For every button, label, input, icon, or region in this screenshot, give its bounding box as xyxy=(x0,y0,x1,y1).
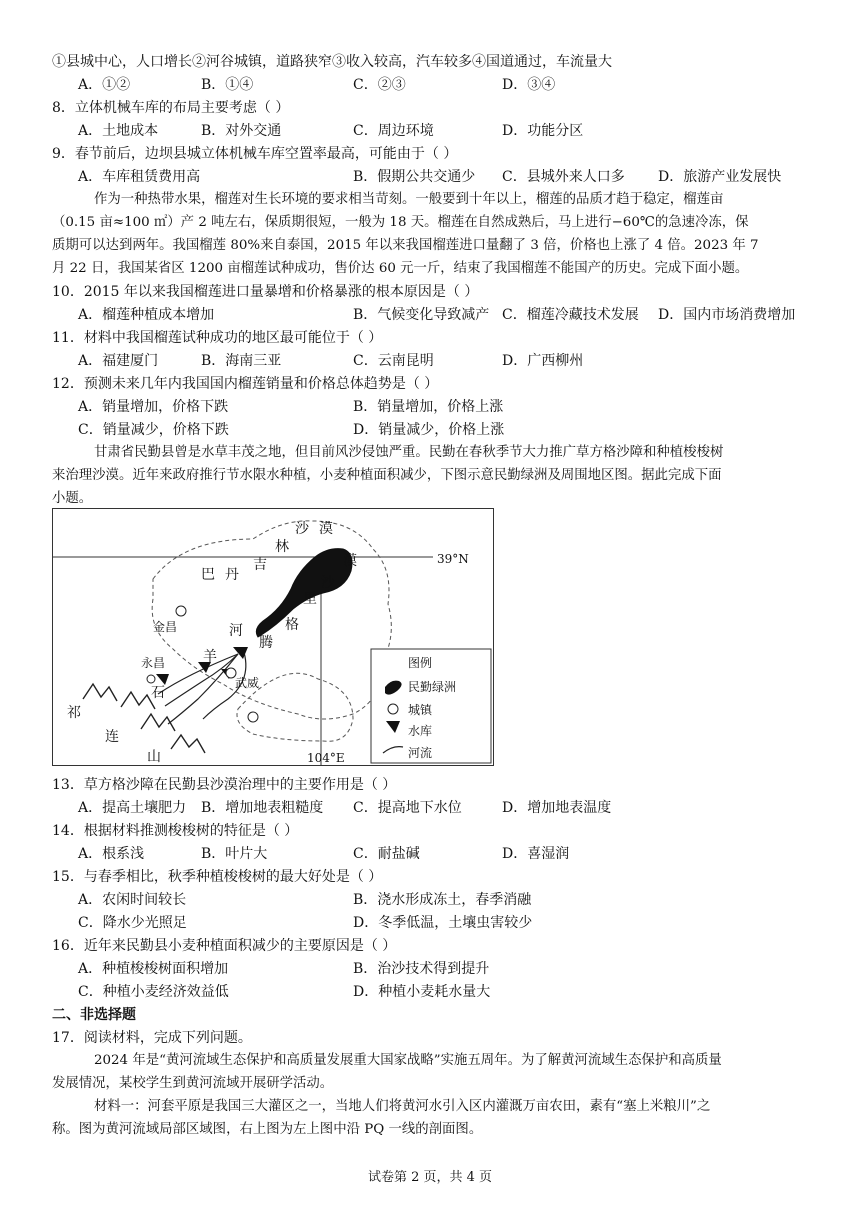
q12-option-d[interactable]: D．销量减少，价格上涨 xyxy=(353,422,505,438)
map-label: 沙 xyxy=(295,521,309,537)
q8-option-b[interactable]: B．对外交通 xyxy=(201,123,282,139)
q10-stem: 10．2015 年以来我国榴莲进口量暴增和价格暴涨的根本原因是（ ） xyxy=(52,284,479,300)
map-label: 羊 xyxy=(203,649,217,665)
q14-option-d[interactable]: D．喜湿润 xyxy=(502,846,570,862)
qilian-mountains xyxy=(171,735,205,753)
qilian-mountains xyxy=(83,684,117,701)
q8-stem: 8．立体机械车库的布局主要考虑（ ） xyxy=(52,100,290,116)
q15-stem: 15．与春季相比，秋季种植梭梭树的最大好处是（ ） xyxy=(52,869,383,885)
q7-option-d[interactable]: D．③④ xyxy=(502,77,556,93)
q8-option-c[interactable]: C．周边环境 xyxy=(353,123,434,139)
q11-option-d[interactable]: D．广西柳州 xyxy=(502,353,584,369)
q12-stem: 12．预测未来几年内我国国内榴莲销量和价格总体趋势是（ ） xyxy=(52,376,439,392)
q10-option-d[interactable]: D．国内市场消费增加 xyxy=(658,307,796,323)
latitude-label: 39°N xyxy=(437,552,469,566)
q9-option-b[interactable]: B．假期公共交通少 xyxy=(353,169,476,185)
map-label: 丹 xyxy=(225,567,239,583)
map-label-jinchang: 金昌 xyxy=(153,620,178,634)
durian-material-line-4: 月 22 日，我国某省区 1200 亩榴莲试种成功，售价达 60 元一斤，结束了我国榴莲不能国产的历史。完成下面小题。 xyxy=(52,261,749,276)
map-label: 巴 xyxy=(201,567,215,583)
map-label: 河 xyxy=(229,623,243,639)
q10-option-c[interactable]: C．榴莲冷藏技术发展 xyxy=(502,307,639,323)
q12-option-c[interactable]: C．销量减少，价格下跌 xyxy=(78,422,229,438)
q12-option-a[interactable]: A．销量增加，价格下跌 xyxy=(78,399,229,415)
q15-option-b[interactable]: B．浇水形成冻土，春季消融 xyxy=(353,892,532,908)
minqin-material-line-3: 小题。 xyxy=(52,491,93,506)
legend-title: 图例 xyxy=(408,656,433,670)
q9-option-d[interactable]: D．旅游产业发展快 xyxy=(658,169,782,185)
q14-option-c[interactable]: C．耐盐碱 xyxy=(353,846,420,862)
q16-option-c[interactable]: C．种植小麦经济效益低 xyxy=(78,984,229,1000)
longitude-label: 104°E xyxy=(307,751,345,765)
legend-town-label: 城镇 xyxy=(408,703,433,717)
q8-option-d[interactable]: D．功能分区 xyxy=(502,123,584,139)
town xyxy=(248,712,258,722)
q11-option-b[interactable]: B．海南三亚 xyxy=(201,353,282,369)
legend-river-label: 河流 xyxy=(408,746,433,760)
q7-option-b[interactable]: B．①④ xyxy=(201,77,254,93)
qilian-mountains xyxy=(141,714,175,731)
qilian-mountains xyxy=(121,692,155,709)
q11-option-c[interactable]: C．云南昆明 xyxy=(353,353,434,369)
q17-paragraph-1a: 2024 年是“黄河流域生态保护和高质量发展重大国家战略”实施五周年。为了解黄河流域生态保护和高质量 xyxy=(94,1053,722,1068)
q16-option-d[interactable]: D．种植小麦耗水量大 xyxy=(353,984,491,1000)
q11-option-a[interactable]: A．福建厦门 xyxy=(78,353,159,369)
q15-option-d[interactable]: D．冬季低温，土壤虫害较少 xyxy=(353,915,533,931)
map-label: 连 xyxy=(105,729,119,745)
legend-reservoir-label: 水库 xyxy=(408,724,433,738)
q14-stem: 14．根据材料推测梭梭树的特征是（ ） xyxy=(52,823,299,839)
map-label: 祁 xyxy=(67,705,81,721)
q8-option-a[interactable]: A．土地成本 xyxy=(78,123,159,139)
map-label: 里 xyxy=(303,591,317,607)
q17-paragraph-2a: 材料一：河套平原是我国三大灌区之一，当地人们将黄河水引入区内灌溉万亩农田，素有“塞上米粮川”之 xyxy=(94,1099,711,1114)
q7-items: ①县城中心，人口增长②河谷城镇，道路狭窄③收入较高，汽车较多④国道通过，车流量大 xyxy=(52,54,612,70)
map-label: 林 xyxy=(275,539,289,555)
q17-stem: 17．阅读材料，完成下列问题。 xyxy=(52,1030,252,1046)
q14-option-a[interactable]: A．根系浅 xyxy=(78,846,145,862)
map-label: 石 xyxy=(151,685,165,701)
durian-material-line-1: 作为一种热带水果，榴莲对生长环境的要求相当苛刻。一般要到十年以上，榴莲的品质才趋于稳定，榴莲亩 xyxy=(94,192,724,207)
map-label-wuwei: 武威 xyxy=(235,676,260,690)
q13-stem: 13．草方格沙障在民勤县沙漠治理中的主要作用是（ ） xyxy=(52,777,397,793)
q10-option-a[interactable]: A．榴莲种植成本增加 xyxy=(78,307,215,323)
minqin-material-line-1: 甘肃省民勤县曾是水草丰茂之地，但目前风沙侵蚀严重。民勤在春秋季节大力推广草方格沙障和种植梭梭树 xyxy=(94,445,724,460)
q9-option-a[interactable]: A．车库租赁费用高 xyxy=(78,169,201,185)
map-label-yongchang: 永昌 xyxy=(141,656,166,670)
map-label: 漠 xyxy=(343,553,357,569)
q16-option-b[interactable]: B．治沙技术得到提升 xyxy=(353,961,490,977)
q17-paragraph-2b: 称。图为黄河流域局部区域图，右上图为左上图中沿 PQ 一线的剖面图。 xyxy=(52,1122,483,1137)
q7-option-c[interactable]: C．②③ xyxy=(353,77,406,93)
q7-option-a[interactable]: A．①② xyxy=(78,77,131,93)
q16-option-a[interactable]: A．种植梭梭树面积增加 xyxy=(78,961,229,977)
q15-option-c[interactable]: C．降水少光照足 xyxy=(78,915,187,931)
q17-paragraph-1b: 发展情况，某校学生到黄河流域开展研学活动。 xyxy=(52,1076,334,1091)
q9-option-c[interactable]: C．县城外来人口多 xyxy=(502,169,625,185)
q9-stem: 9．春节前后，边坝县城立体机械车库空置率最高，可能由于（ ） xyxy=(52,146,458,162)
q13-option-c[interactable]: C．提高地下水位 xyxy=(353,800,462,816)
q13-option-d[interactable]: D．增加地表温度 xyxy=(502,800,612,816)
map-label: 漠 xyxy=(319,521,333,537)
map-label: 山 xyxy=(147,749,161,765)
map-label: 腾 xyxy=(259,635,273,651)
q16-stem: 16．近年来民勤县小麦种植面积减少的主要原因是（ ） xyxy=(52,938,397,954)
durian-material-line-2: （0.15 亩≈100 ㎡）产 2 吨左右，保质期很短，一般为 18 天。榴莲在自然成熟后，马上进行−60℃的急速冷冻，保 xyxy=(52,215,749,230)
map-label: 格 xyxy=(285,617,299,633)
q13-option-b[interactable]: B．增加地表粗糙度 xyxy=(201,800,324,816)
page-footer: 试卷第 2 页，共 4 页 xyxy=(367,1170,493,1185)
legend-town-symbol xyxy=(388,704,398,714)
q14-option-b[interactable]: B．叶片大 xyxy=(201,846,268,862)
town-yongchang xyxy=(147,675,155,683)
legend-oasis-label: 民勤绿洲 xyxy=(408,680,457,694)
durian-material-line-3: 质期可以达到两年。我国榴莲 80%来自泰国，2015 年以来我国榴莲进口量翻了 3 倍，价格也上涨了 4 倍。2023 年 7 xyxy=(52,238,759,253)
q12-option-b[interactable]: B．销量增加，价格上涨 xyxy=(353,399,504,415)
q15-option-a[interactable]: A．农闲时间较长 xyxy=(78,892,187,908)
minqin-material-line-2: 来治理沙漠。近年来政府推行节水限水种植，小麦种植面积减少，下图示意民勤绿洲及周围地区图。据此完成下面 xyxy=(52,468,722,483)
q11-stem: 11．材料中我国榴莲试种成功的地区最可能位于（ ） xyxy=(52,330,383,346)
map-label: 沙 xyxy=(321,575,335,591)
town-jinchang xyxy=(176,606,186,616)
q10-option-b[interactable]: B．气候变化导致减产 xyxy=(353,307,490,323)
minqin-oasis-map xyxy=(52,508,494,766)
river-branch-1 xyxy=(165,654,238,706)
reservoir-marker xyxy=(156,674,169,685)
section-heading: 二、非选择题 xyxy=(52,1007,136,1023)
map-label: 吉 xyxy=(253,557,267,573)
q13-option-a[interactable]: A．提高土壤肥力 xyxy=(78,800,187,816)
